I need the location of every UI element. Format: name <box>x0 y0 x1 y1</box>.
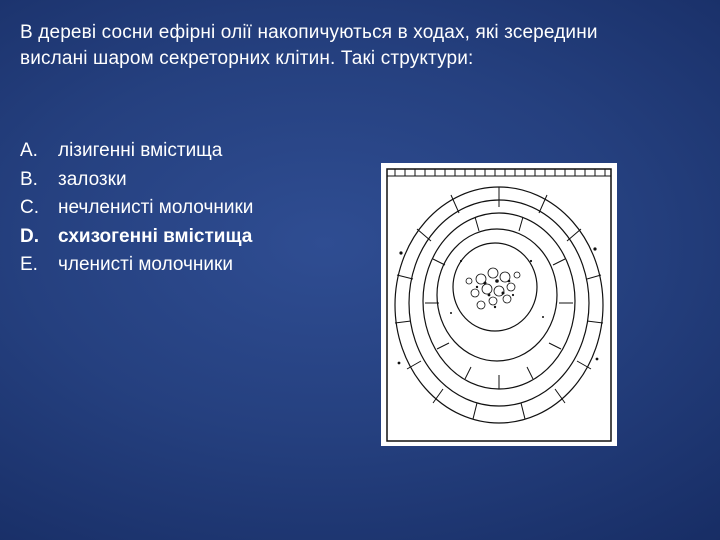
option-text: нечленисті молочники <box>58 197 254 218</box>
option-letter: C. <box>20 197 39 218</box>
schizogenous-cavity-illustration <box>381 163 617 446</box>
option-a <box>20 137 253 166</box>
answer-options <box>20 137 253 280</box>
option-c <box>20 194 253 223</box>
option-letter: E. <box>20 254 38 275</box>
option-text: схизогенні вмістища <box>58 225 253 247</box>
option-text: членисті молочники <box>58 254 233 275</box>
question-text: В дереві сосни ефірні олії накопичуються в ходах, які зсередини вислані шаром секреторних клітин. Такі структури: <box>20 22 598 69</box>
option-d <box>20 223 253 252</box>
option-letter: D. <box>20 225 39 247</box>
option-text: лізигенні вмістища <box>58 140 223 161</box>
option-e <box>20 251 253 280</box>
option-text: залозки <box>58 168 127 190</box>
option-letter: B. <box>20 168 38 190</box>
option-b <box>20 166 253 195</box>
option-letter: A. <box>20 140 38 161</box>
cell-drawing <box>381 163 617 446</box>
